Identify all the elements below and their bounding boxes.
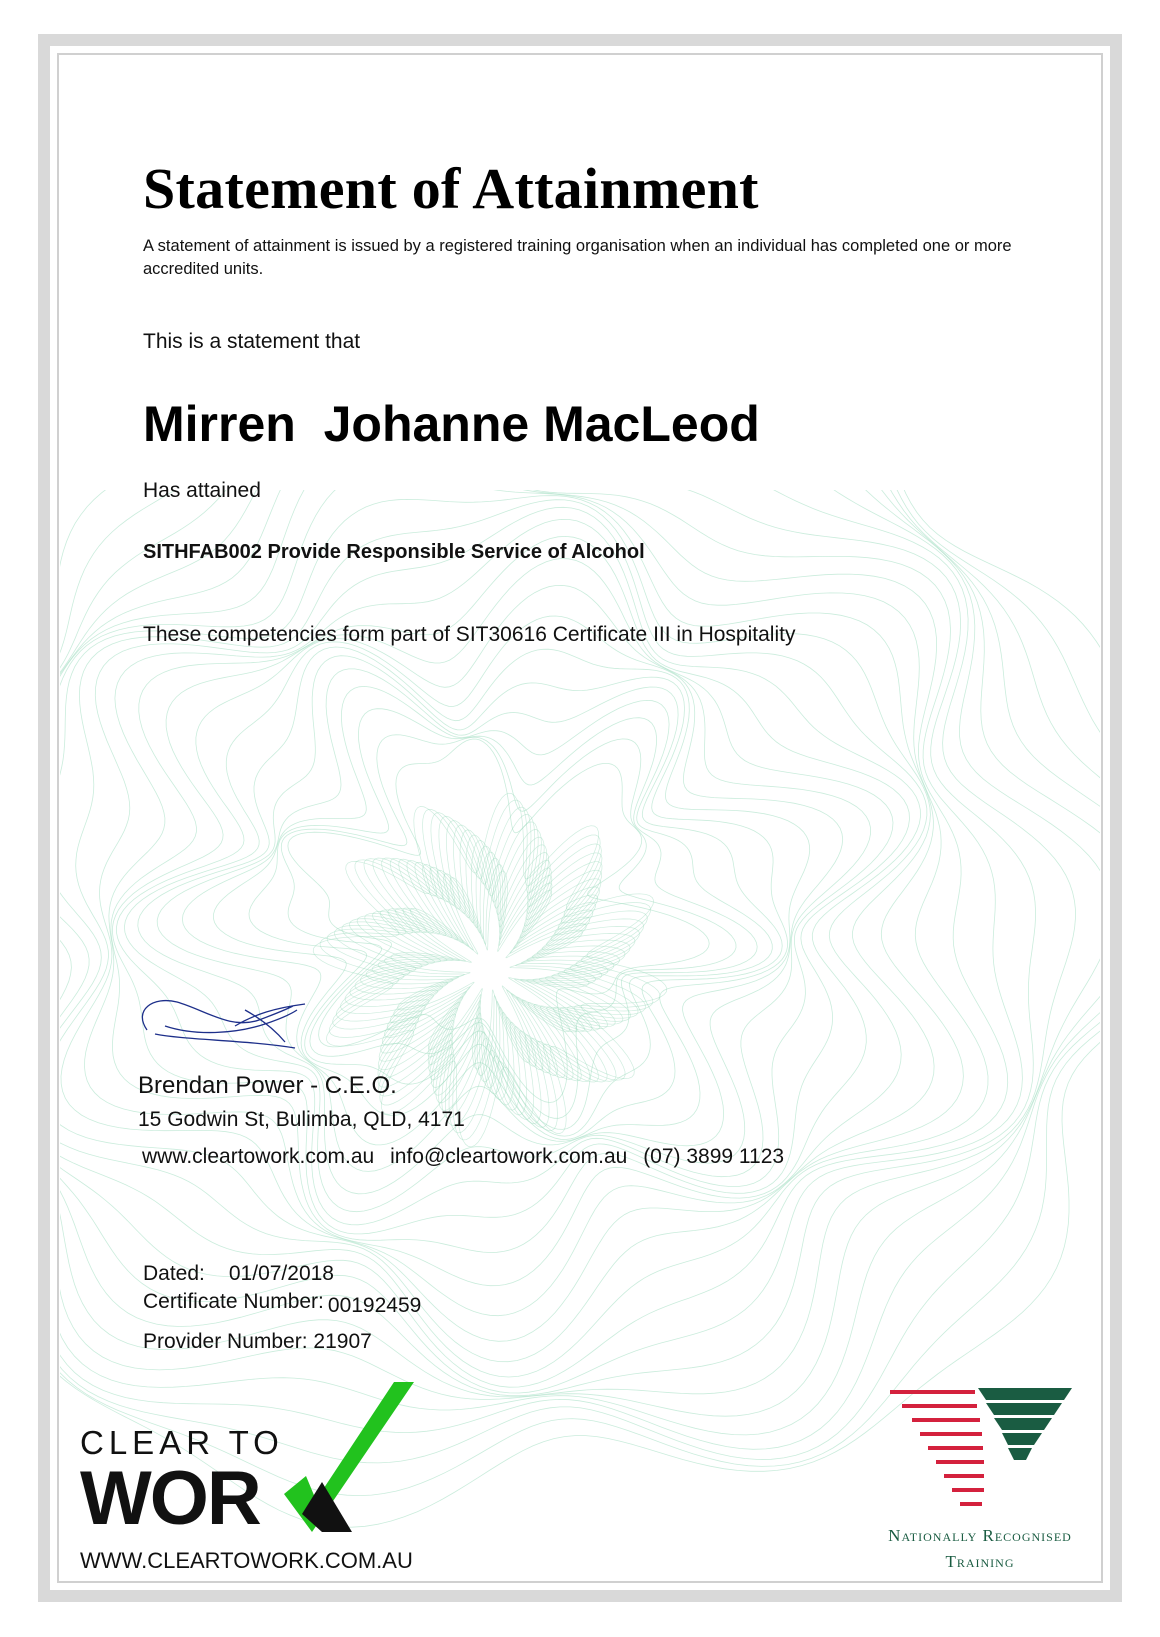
- phone-number: (07) 3899 1123: [643, 1145, 785, 1168]
- provider-number-value: 21907: [313, 1330, 372, 1353]
- statement-that-label: This is a statement that: [143, 330, 361, 353]
- dated-value: 01/07/2018: [228, 1262, 334, 1285]
- signature-graphic: [135, 990, 310, 1050]
- certificate-title: Statement of Attainment: [143, 156, 759, 221]
- logo-work: WOR: [80, 1456, 260, 1541]
- logo-clear-to: CLEAR TO: [80, 1424, 284, 1461]
- contact-line: [142, 1145, 794, 1169]
- email-link[interactable]: info@cleartowork.com.au: [390, 1145, 628, 1168]
- has-attained-label: Has attained: [143, 479, 261, 502]
- certificate-number-value: 00192459: [327, 1294, 422, 1317]
- certificate-number-row: [143, 1290, 422, 1317]
- nrt-label: [860, 1523, 1100, 1575]
- provider-number-row: [143, 1330, 372, 1354]
- provider-address: 15 Godwin St, Bulimba, QLD, 4171: [138, 1108, 465, 1131]
- certificate-number-label: Certificate Number:: [143, 1290, 324, 1313]
- check-mark-icon: [282, 1382, 414, 1532]
- signatory-name: Brendan Power - C.E.O.: [138, 1072, 397, 1099]
- certificate-intro: A statement of attainment is issued by a registered training organisation when an individual has completed one or more accredited units.: [143, 237, 1012, 278]
- recipient-name: Mirren Johanne MacLeod: [143, 396, 760, 452]
- dated-label: Dated:: [143, 1262, 205, 1285]
- website-link[interactable]: www.cleartowork.com.au: [142, 1145, 375, 1168]
- unit-of-competency: SITHFAB002 Provide Responsible Service of Alcohol: [143, 541, 645, 563]
- dated-row: [143, 1262, 334, 1286]
- logo-website[interactable]: WWW.CLEARTOWORK.COM.AU: [80, 1548, 413, 1573]
- provider-number-label: Provider Number:: [143, 1330, 308, 1353]
- nrt-line2: Training: [945, 1552, 1015, 1571]
- nrt-triangle-icon: [890, 1388, 1075, 1518]
- qualification-statement: These competencies form part of SIT30616 Certificate III in Hospitality: [143, 623, 796, 646]
- nrt-line1: Nationally Recognised: [888, 1526, 1072, 1545]
